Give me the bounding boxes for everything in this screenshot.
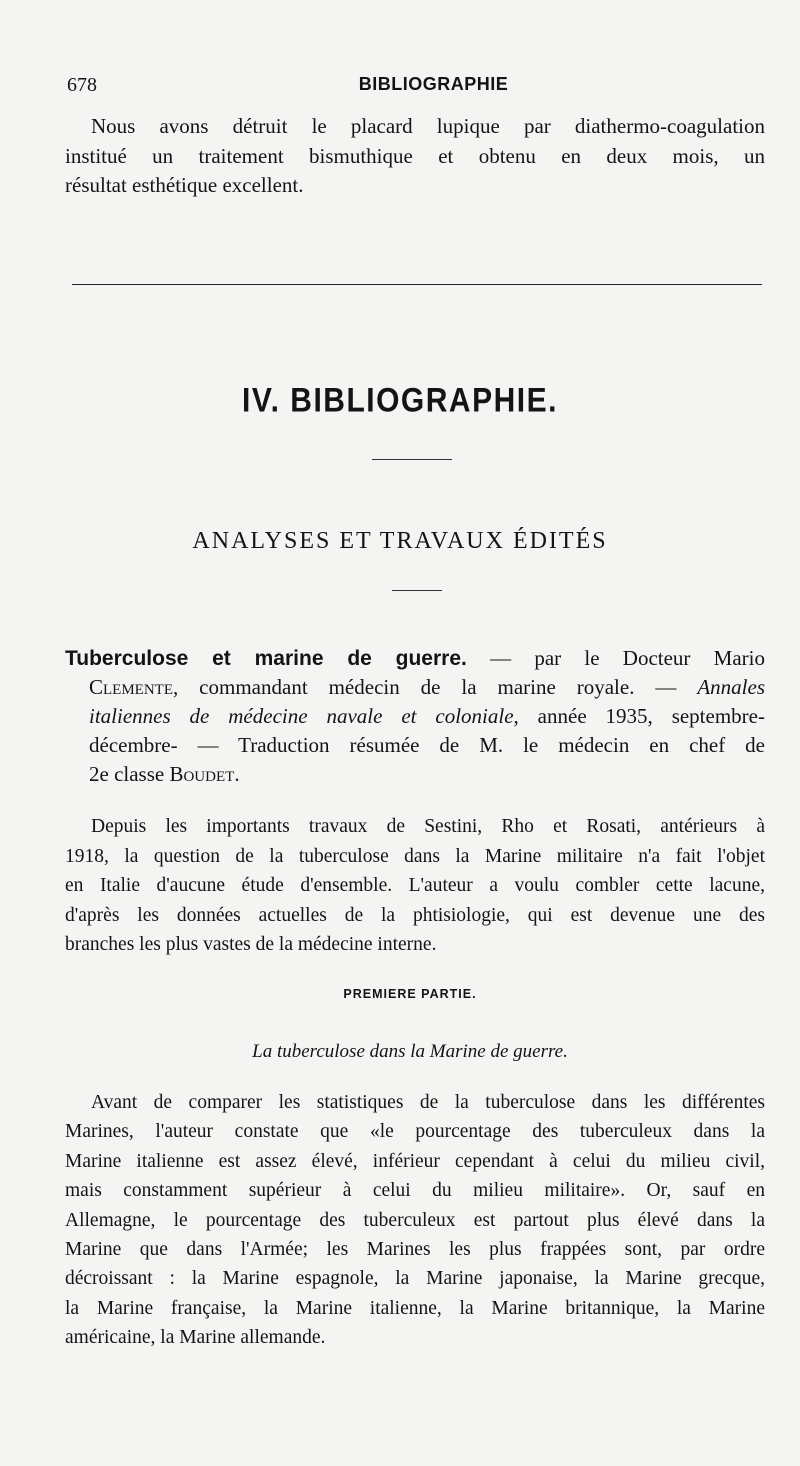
section-divider: [72, 284, 762, 285]
article-title: Tuberculose et marine de guerre.: [65, 647, 467, 670]
running-header: [67, 74, 760, 100]
body-paragraph-2: [65, 1088, 765, 1353]
text-line: Nous avons détruit le placard lupique par diathermo-coagulation: [91, 114, 765, 138]
section-title: IV. BIBLIOGRAPHIE.: [242, 381, 558, 420]
citation-text: , commandant médecin de la marine royale. —: [173, 675, 698, 699]
text-line: mais constamment supérieur à celui du milieu militaire». Or, sauf en: [65, 1180, 765, 1202]
part-heading: PREMIERE PARTIE.: [343, 987, 477, 1001]
text-line: Marine italienne est assez élevé, inférieur cependant à celui du milieu civil,: [65, 1150, 765, 1172]
part-subtitle: La tuberculose dans la Marine de guerre.: [252, 1041, 568, 1062]
text-line: institué un traitement bismuthique et obtenu en deux mois, un: [65, 143, 765, 168]
body-paragraph-1: [65, 812, 765, 960]
citation-text: — par le Docteur Mario: [466, 646, 765, 670]
journal-title: italiennes de médecine navale et coloniale: [89, 704, 514, 728]
page-number: 678: [67, 74, 97, 96]
citation-text: 2e classe: [89, 762, 170, 786]
text-line: en Italie d'aucune étude d'ensemble. L'auteur a voulu combler cette lacune,: [65, 875, 765, 896]
citation-line: [65, 673, 765, 702]
citation-text: .: [234, 762, 240, 786]
running-title: BIBLIOGRAPHIE: [358, 74, 509, 94]
text-line: Allemagne, le pourcentage des tuberculeux est partout plus élevé dans la: [65, 1209, 765, 1231]
title-ornament-rule: [372, 459, 452, 460]
text-line: Marines, l'auteur constate que «le pourcentage des tuberculeux dans la: [65, 1121, 765, 1143]
author-name: Clemente: [89, 675, 173, 699]
translator-name: Boudet: [169, 762, 235, 786]
text-line: décroissant : la Marine espagnole, la Marine japonaise, la Marine grecque,: [65, 1268, 765, 1290]
citation-line: [65, 702, 765, 731]
text-line: Depuis les importants travaux de Sestini, Rho et Rosati, antérieurs à: [91, 816, 765, 837]
journal-title: Annales: [697, 675, 765, 699]
intro-paragraph: [65, 112, 765, 201]
text-line: Marine que dans l'Armée; les Marines les plus frappées sont, par ordre: [65, 1239, 765, 1261]
text-line: d'après les données actuelles de la phtisiologie, qui est devenue une des: [65, 904, 765, 926]
text-line: branches les plus vastes de la médecine interne.: [65, 934, 437, 955]
subsection-rule: [392, 590, 442, 591]
citation-line: décembre- — Traduction résumée de M. le médecin en chef de: [89, 733, 765, 757]
text-line: américaine, la Marine allemande.: [65, 1327, 326, 1349]
text-line: Avant de comparer les statistiques de la tuberculose dans les différentes: [91, 1092, 765, 1113]
citation-line: [65, 644, 765, 673]
article-citation: [65, 644, 765, 789]
text-line: résultat esthétique excellent.: [65, 173, 304, 197]
citation-line: [65, 760, 765, 789]
subsection-title: ANALYSES ET TRAVAUX ÉDITÉS: [192, 528, 608, 554]
citation-text: , année 1935, septembre-: [513, 704, 765, 728]
text-line: la Marine française, la Marine italienne, la Marine britannique, la Marine: [65, 1297, 765, 1319]
text-line: 1918, la question de la tuberculose dans la Marine militaire n'a fait l'objet: [65, 845, 765, 867]
